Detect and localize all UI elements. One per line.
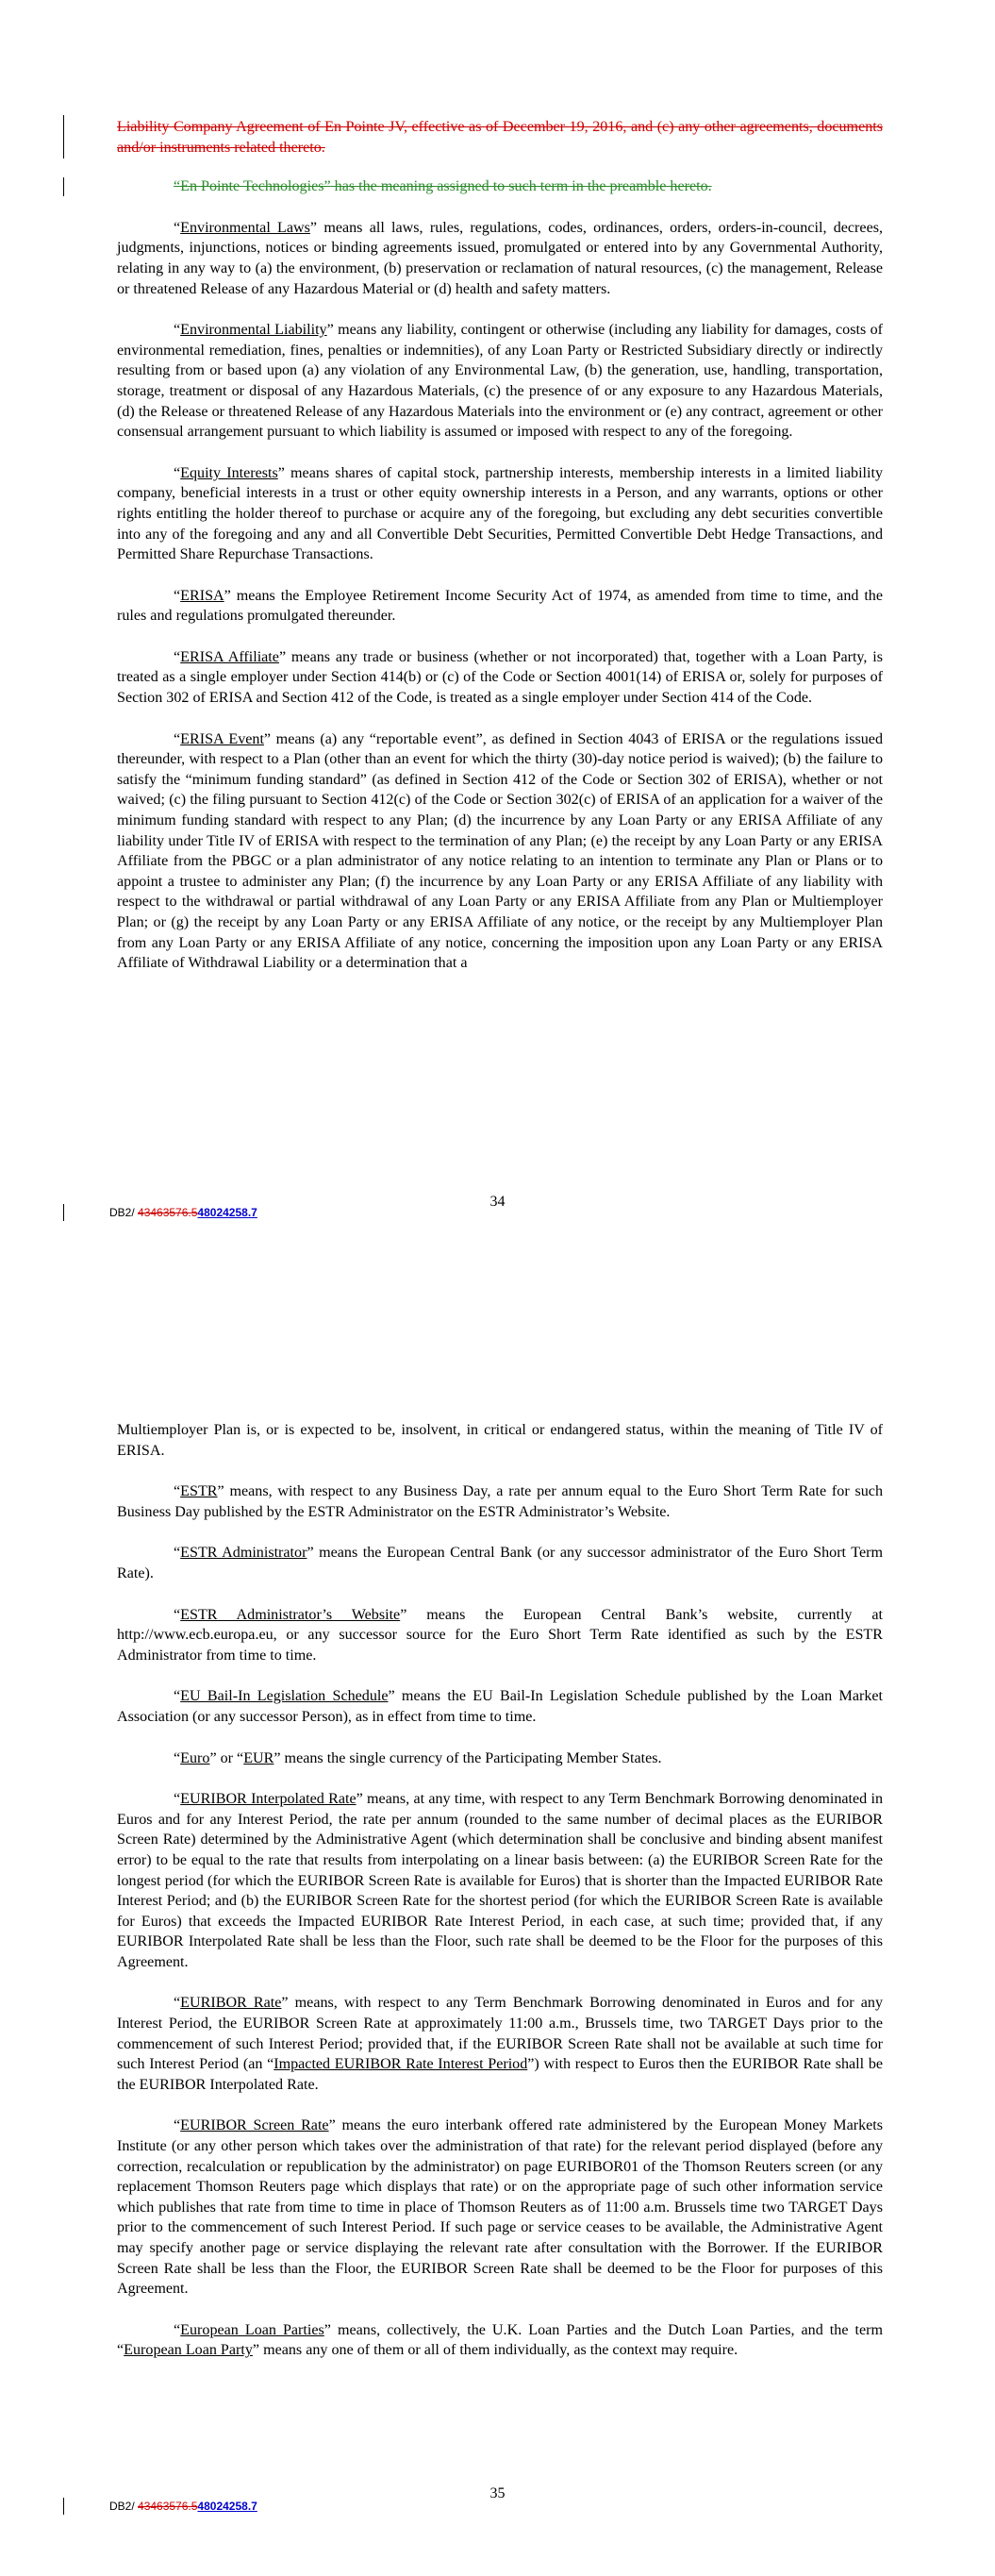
- defined-term: ERISA Affiliate: [180, 648, 279, 665]
- definition-erisa-affiliate: “ERISA Affiliate” means any trade or business (whether or not incorporated) that, together with a Loan Party, is treated as a single employer under Section 414(b) or (c) of the Code or Section 4001(14) of ERISA or, solely for purposes of Section 302 of ERISA and Section 412 of the Code, is treated as a single employer under Section 414 of the Code.: [117, 648, 883, 707]
- defined-term: EURIBOR Screen Rate: [180, 2117, 329, 2134]
- defined-term: EURIBOR Rate: [180, 1995, 282, 2012]
- definition-european-loan-parties: “European Loan Parties” means, collectively, the U.K. Loan Parties and the Dutch Loan Parties, and the term “European Loan Party” means any one of them or all of them individually, as the context may require.: [117, 2321, 883, 2359]
- defined-term: Equity Interests: [180, 464, 278, 481]
- defined-term: European Loan Party: [124, 2342, 253, 2359]
- document-id-footer: DB2/ 43463576.548024258.7: [109, 1206, 257, 1219]
- definition-euribor-screen-rate: “EURIBOR Screen Rate” means the euro interbank offered rate administered by the European Money Markets Institute (or any other person which takes over the administration of that rate) for the relevant period displayed (before any correction, recalculation or republication by the administrator) on page EURIBOR01 of the Thomson Reuters screen (or any replacement Thomson Reuters page which displays that rate) or on the appropriate page of such other information service which publishes that rate from time to time in place of Thomson Reuters as of 11:00 a.m. Brussels time two TARGET Days prior to the commencement of such Interest Period. If such page or service ceases to be available, the Administrative Agent may specify another page or service displaying the relevant rate after consultation with the Borrower. If the EURIBOR Screen Rate shall be less than the Floor, the EURIBOR Screen Rate shall be deemed to be the Floor for purposes of this Agreement.: [117, 2117, 884, 2298]
- deleted-definition-en-pointe: “En Pointe Technologies” has the meaning assigned to such term in the preamble hereto.: [174, 178, 712, 195]
- definition-erisa: “ERISA” means the Employee Retirement Income Security Act of 1974, as amended from time to time, and the rules and regulations promulgated thereunder.: [117, 587, 883, 625]
- page-number: 34: [489, 1194, 506, 1210]
- page-35-body: [117, 1420, 883, 2382]
- definition-euro: “Euro” or “EUR” means the single currency of the Participating Member States.: [174, 1749, 662, 1766]
- defined-term: Environmental Laws: [180, 219, 310, 236]
- page-34-body: [117, 117, 883, 995]
- defined-term: ESTR Administrator’s Website: [180, 1606, 401, 1623]
- definition-estr-website: “ESTR Administrator’s Website” means the European Central Bank’s website, currently at http://www.ecb.europa.eu, or any successor source for the Euro Short Term Rate identified as such by the ESTR Administrator from time to time.: [117, 1606, 883, 1664]
- document-page-35: [0, 1288, 995, 2576]
- defined-term: ESTR Administrator: [180, 1545, 307, 1562]
- defined-term: Environmental Liability: [180, 322, 327, 339]
- definition-eu-bail-in: “EU Bail-In Legislation Schedule” means the EU Bail-In Legislation Schedule published by the Loan Market Association (or any successor Person), as in effect from time to time.: [117, 1688, 883, 1725]
- change-bar: [63, 177, 64, 196]
- deleted-paragraph: Liability Company Agreement of En Pointe JV, effective as of December 19, 2016, and (c) any other agreements, documents and/or instruments related thereto.: [117, 119, 883, 156]
- defined-term: EUR: [243, 1749, 274, 1766]
- change-bar: [63, 1204, 64, 1221]
- document-id-footer: DB2/ 43463576.548024258.7: [109, 2500, 257, 2513]
- definition-euribor-interpolated-rate: “EURIBOR Interpolated Rate” means, at any time, with respect to any Term Benchmark Borrowing denominated in Euros and for any Interest Period, the rate per annum (rounded to the same number of decimal places as the EURIBOR Screen Rate) determined by the Administrative Agent (which determination shall be conclusive and binding absent manifest error) to be equal to the rate that results from interpolating on a linear basis between: (a) the EURIBOR Screen Rate for the longest period (for which the EURIBOR Screen Rate is available for Euros) that is shorter than the Impacted EURIBOR Rate Interest Period; and (b) the EURIBOR Screen Rate for the shortest period (for which the EURIBOR Screen Rate is available for Euros) that exceeds the Impacted EURIBOR Rate Interest Period, in each case, at such time; provided that, if any EURIBOR Interpolated Rate shall be less than the Floor, such rate shall be deemed to be the Floor for the purposes of this Agreement.: [117, 1791, 883, 1970]
- definition-estr: “ESTR” means, with respect to any Business Day, a rate per annum equal to the Euro Short Term Rate for such Business Day published by the ESTR Administrator on the ESTR Administrator’s Website.: [117, 1483, 883, 1520]
- defined-term: ESTR: [180, 1483, 218, 1500]
- definition-equity-interests: “Equity Interests” means shares of capital stock, partnership interests, membership interests in a limited liability company, beneficial interests in a trust or other equity ownership interests in a Person, and any warrants, options or other rights entitling the holder thereof to purchase or acquire any of the foregoing, but excluding any debt securities convertible into any of the foregoing and any and all Convertible Debt Securities, Permitted Convertible Debt Hedge Transactions, and Permitted Share Repurchase Transactions.: [117, 464, 883, 563]
- defined-term: Impacted EURIBOR Rate Interest Period: [274, 2056, 528, 2073]
- page-number: 35: [489, 2485, 506, 2501]
- defined-term: ERISA Event: [180, 730, 264, 747]
- definition-environmental-liability: “Environmental Liability” means any liability, contingent or otherwise (including any liability for damages, costs of environmental remediation, fines, penalties or indemnities), of any Loan Party or Restricted Subsidiary directly or indirectly resulting from or based upon (a) any violation of any Environmental Law, (b) the generation, use, handling, transportation, storage, treatment or disposal of any Hazardous Materials, (c) the presence of or any exposure to any Hazardous Materials, (d) the Release or threatened Release of any Hazardous Materials into the environment or (e) any contract, agreement or other consensual arrangement pursuant to which liability is assumed or imposed with respect to any of the foregoing.: [117, 322, 883, 441]
- definition-erisa-event: “ERISA Event” means (a) any “reportable event”, as defined in Section 4043 of ERISA or the regulations issued thereunder, with respect to a Plan (other than an event for which the thirty (30)-day notice period is waived); (b) the failure to satisfy the “minimum funding standard” (as defined in Section 412 of the Code or Section 302 of ERISA), whether or not waived; (c) the filing pursuant to Section 412(c) of the Code or Section 302(c) of ERISA of an application for a waiver of the minimum funding standard with respect to any Plan; (d) the incurrence by any Loan Party or any ERISA Affiliate of any liability under Title IV of ERISA with respect to the termination of any Plan; (e) the receipt by any Loan Party or any ERISA Affiliate from the PBGC or a plan administrator of any notice relating to an intention to terminate any Plan or Plans or to appoint a trustee to administer any Plan; (f) the incurrence by any Loan Party or any ERISA Affiliate of any liability with respect to the withdrawal or partial withdrawal of any Loan Party or any ERISA Affiliate from any Plan or Multiemployer Plan; or (g) the receipt by any Loan Party or any ERISA Affiliate of any notice, or the receipt by any Multiemployer Plan from any Loan Party or any ERISA Affiliate of any notice, concerning the imposition upon any Loan Party or any ERISA Affiliate of Withdrawal Liability or a determination that a: [117, 730, 883, 972]
- definition-euribor-rate: “EURIBOR Rate” means, with respect to any Term Benchmark Borrowing denominated in Euros and for any Interest Period, the EURIBOR Screen Rate at approximately 11:00 a.m., Brussels time, two TARGET Days prior to the commencement of such Interest Period; provided that, if the EURIBOR Screen Rate shall not be available at such time for such Interest Period (an “Impacted EURIBOR Rate Interest Period”) with respect to Euros then the EURIBOR Rate shall be the EURIBOR Interpolated Rate.: [117, 1995, 884, 2093]
- defined-term: EU Bail-In Legislation Schedule: [180, 1688, 389, 1705]
- continuation-text: Multiemployer Plan is, or is expected to be, insolvent, in critical or endangered status, within the meaning of Title IV of ERISA.: [117, 1422, 883, 1459]
- defined-term: Euro: [180, 1749, 210, 1766]
- change-bar: [63, 115, 64, 159]
- definition-environmental-laws: “Environmental Laws” means all laws, rules, regulations, codes, ordinances, orders, orders-in-council, decrees, judgments, injunctions, notices or binding agreements issued, promulgated or entered into by any Governmental Authority, relating in any way to (a) the environment, (b) preservation or reclamation of natural resources, (c) the management, Release or threatened Release of any Hazardous Material or (d) health and safety matters.: [117, 219, 883, 297]
- defined-term: ERISA: [180, 587, 224, 604]
- change-bar: [63, 2498, 64, 2515]
- definition-estr-administrator: “ESTR Administrator” means the European Central Bank (or any successor administrator of the Euro Short Term Rate).: [117, 1545, 884, 1581]
- defined-term: EURIBOR Interpolated Rate: [180, 1791, 357, 1808]
- defined-term: European Loan Parties: [180, 2321, 324, 2338]
